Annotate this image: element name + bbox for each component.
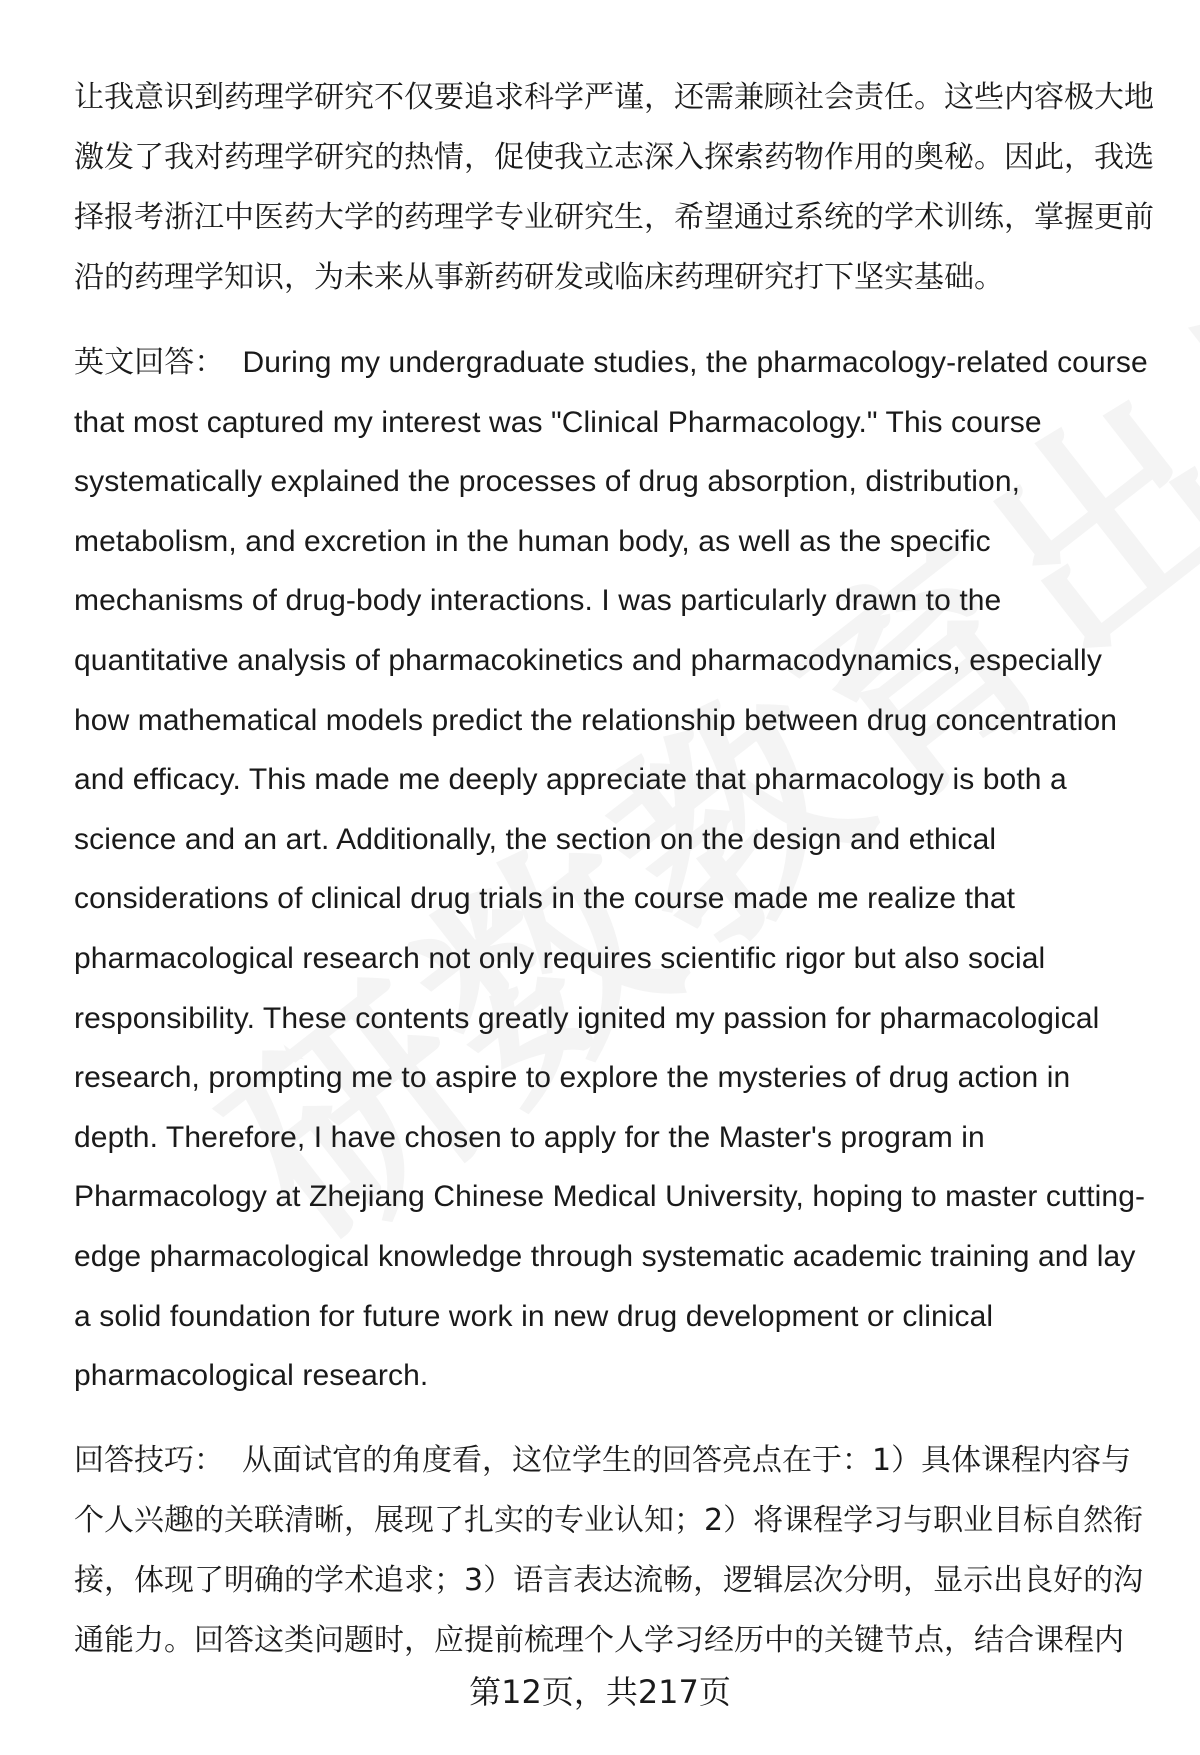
answer-tips-text: 从面试官的角度看，这位学生的回答亮点在于：1）具体课程内容与个人兴趣的关联清晰，展现了扎实的专业认知；2）将课程学习与职业目标自然衔接，体现了明确的学术追求；3）语言表达流畅，逻辑层次分明，显示出良好的沟通能力。回答这类问题时，应提前梳理个人学习经历中的关键节点，结合课程内 [74,1442,1144,1658]
english-answer-label: 英文回答： [74,346,225,379]
intro-paragraph: 让我意识到药理学研究不仅要追求科学严谨，还需兼顾社会责任。这些内容极大地激发了我对药理学研究的热情，促使我立志深入探索药物作用的奥秘。因此，我选择报考浙江中医药大学的药理学专业研究生，希望通过系统的学术训练，掌握更前沿的药理学知识，为未来从事新药研发或临床药理研究打下坚实基础。 [74,80,1154,295]
english-answer-text: During my undergraduate studies, the pharmacology-related course that most captured my interest was "Clinical Pharmacology." This course systematically explained the processes of drug absorption, distribution, metabolism, and excretion in the human body, as well as the specific mechanisms of drug-body interactions. I was particularly drawn to the quantitative analysis of pharmacokinetics and pharmacodynamics, especially how mathematical models predict the relationship between drug concentration and efficacy. This made me deeply appreciate that pharmacology is both a science and an art. Additionally, the section on the design and ethical considerations of clinical drug trials in the course made me realize that pharmacological research not only requires scientific rigor but also social responsibility. These contents greatly ignited my passion for pharmacological research, prompting me to aspire to explore the mysteries of drug action in depth. Therefore, I have chosen to apply for the Master's program in Pharmacology at Zhejiang Chinese Medical University, hoping to master cutting-edge pharmacological knowledge through systematic academic training and lay a solid foundation for future work in new drug development or clinical pharmacological research. [74,346,1148,1393]
page-number: 第12页，共217页 [469,1673,731,1711]
document-body [74,68,1154,1671]
answer-tips-label: 回答技巧： [74,1442,224,1478]
answer-tips-paragraph [74,1431,1154,1671]
english-answer-paragraph [74,333,1154,1406]
